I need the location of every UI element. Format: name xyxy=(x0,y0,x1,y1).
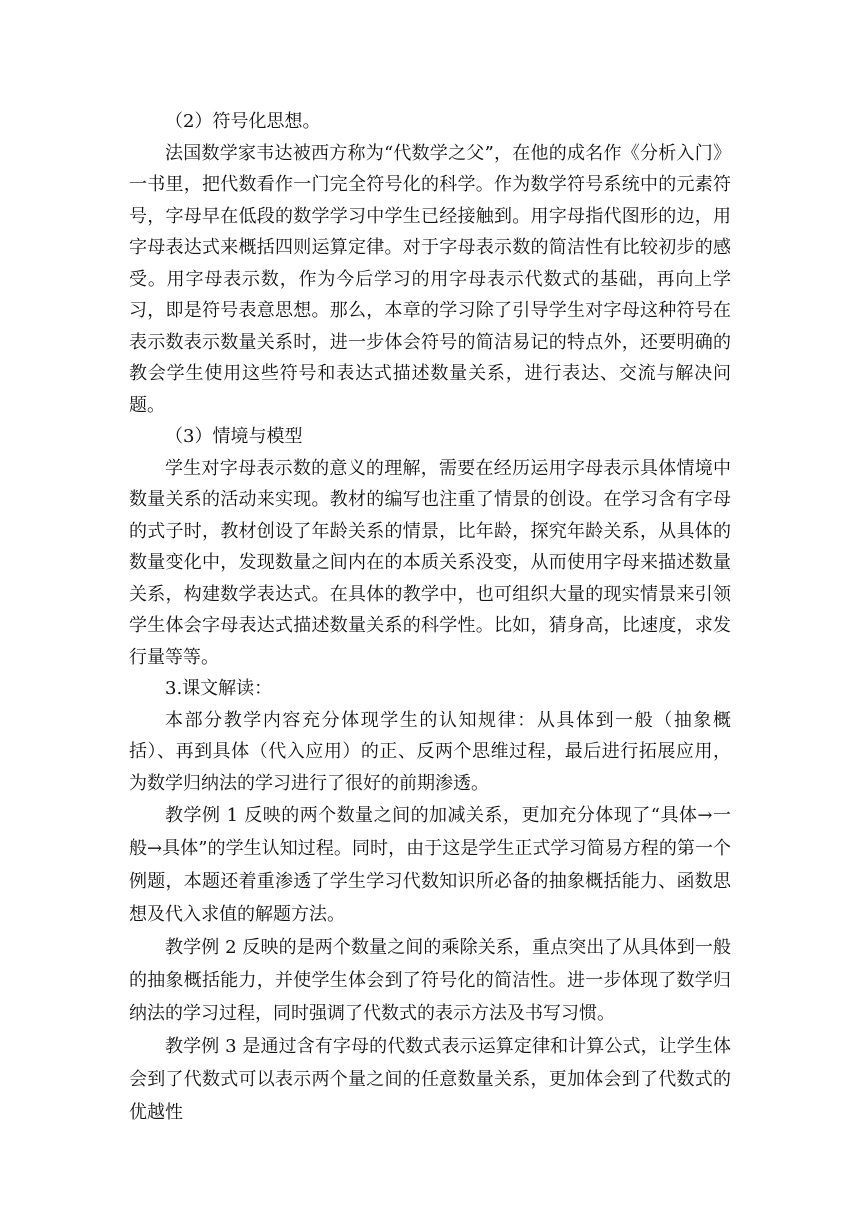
paragraph-symbolization: 法国数学家韦达被西方称为“代数学之父”，在他的成名作《分析入门》一书里，把代数看作一门完全符号化的科学。作为数学符号系统中的元素符号，字母早在低段的数学学习中学生已经接触到。用字母指代图形的边，用字母表达式来概括四则运算定律。对于字母表示数的简洁性有比较初步的感受。用字母表示数，作为今后学习的用字母表示代数式的基础，再向上学习，即是符号表意思想。那么，本章的学习除了引导学生对字母这种符号在表示数表示数量关系时，进一步体会符号的简洁易记的特点外，还要明确的教会学生使用这些符号和表达式描述数量关系，进行表达、交流与解决问题。 xyxy=(129,142,731,416)
paragraph-example-2: 教学例 2 反映的是两个数量之间的乘除关系，重点突出了从具体到一般的抽象概括能力，并使学生体会到了符号化的简洁性。进一步体现了数学归纳法的学习过程，同时强调了代数式的表示方法及书写习惯。 xyxy=(129,937,731,1024)
section-heading-context-model: （3）情境与模型 xyxy=(165,426,303,447)
paragraph-example-3: 教学例 3 是通过含有字母的代数式表示运算定律和计算公式，让学生体会到了代数式可以表示两个量之间的任意数量关系，更加体会到了代数式的优越性 xyxy=(129,1036,731,1123)
paragraph-context-model: 学生对字母表示数的意义的理解，需要在经历运用字母表示具体情境中数量关系的活动来实现。教材的编写也注重了情景的创设。在学习含有字母的式子时，教材创设了年龄关系的情景，比年龄，探究年龄关系，从具体的数量变化中，发现数量之间内在的本质关系没变，从而使用字母来描述数量关系，构建数学表达式。在具体的教学中，也可组织大量的现实情景来引领学生体会字母表达式描述数量关系的科学性。比如，猜身高，比速度，求发行量等等。 xyxy=(129,457,731,668)
section-heading-text-reading: 3.课文解读： xyxy=(165,678,273,699)
paragraph-text-reading: 本部分教学内容充分体现学生的认知规律：从具体到一般（抽象概括）、再到具体（代入应用）的正、反两个思维过程，最后进行拓展应用，为数学归纳法的学习进行了很好的前期渗透。 xyxy=(129,709,731,794)
section-heading-symbolization: （2）符号化思想。 xyxy=(165,111,321,132)
document-body xyxy=(129,106,731,1129)
paragraph-example-1: 教学例 1 反映的两个数量之间的加减关系，更加充分体现了“具体→一般→具体”的学生认知过程。同时，由于这是学生正式学习简易方程的第一个例题，本题还着重渗透了学生学习代数知识所必备的抽象概括能力、函数思想及代入求值的解题方法。 xyxy=(129,805,731,925)
